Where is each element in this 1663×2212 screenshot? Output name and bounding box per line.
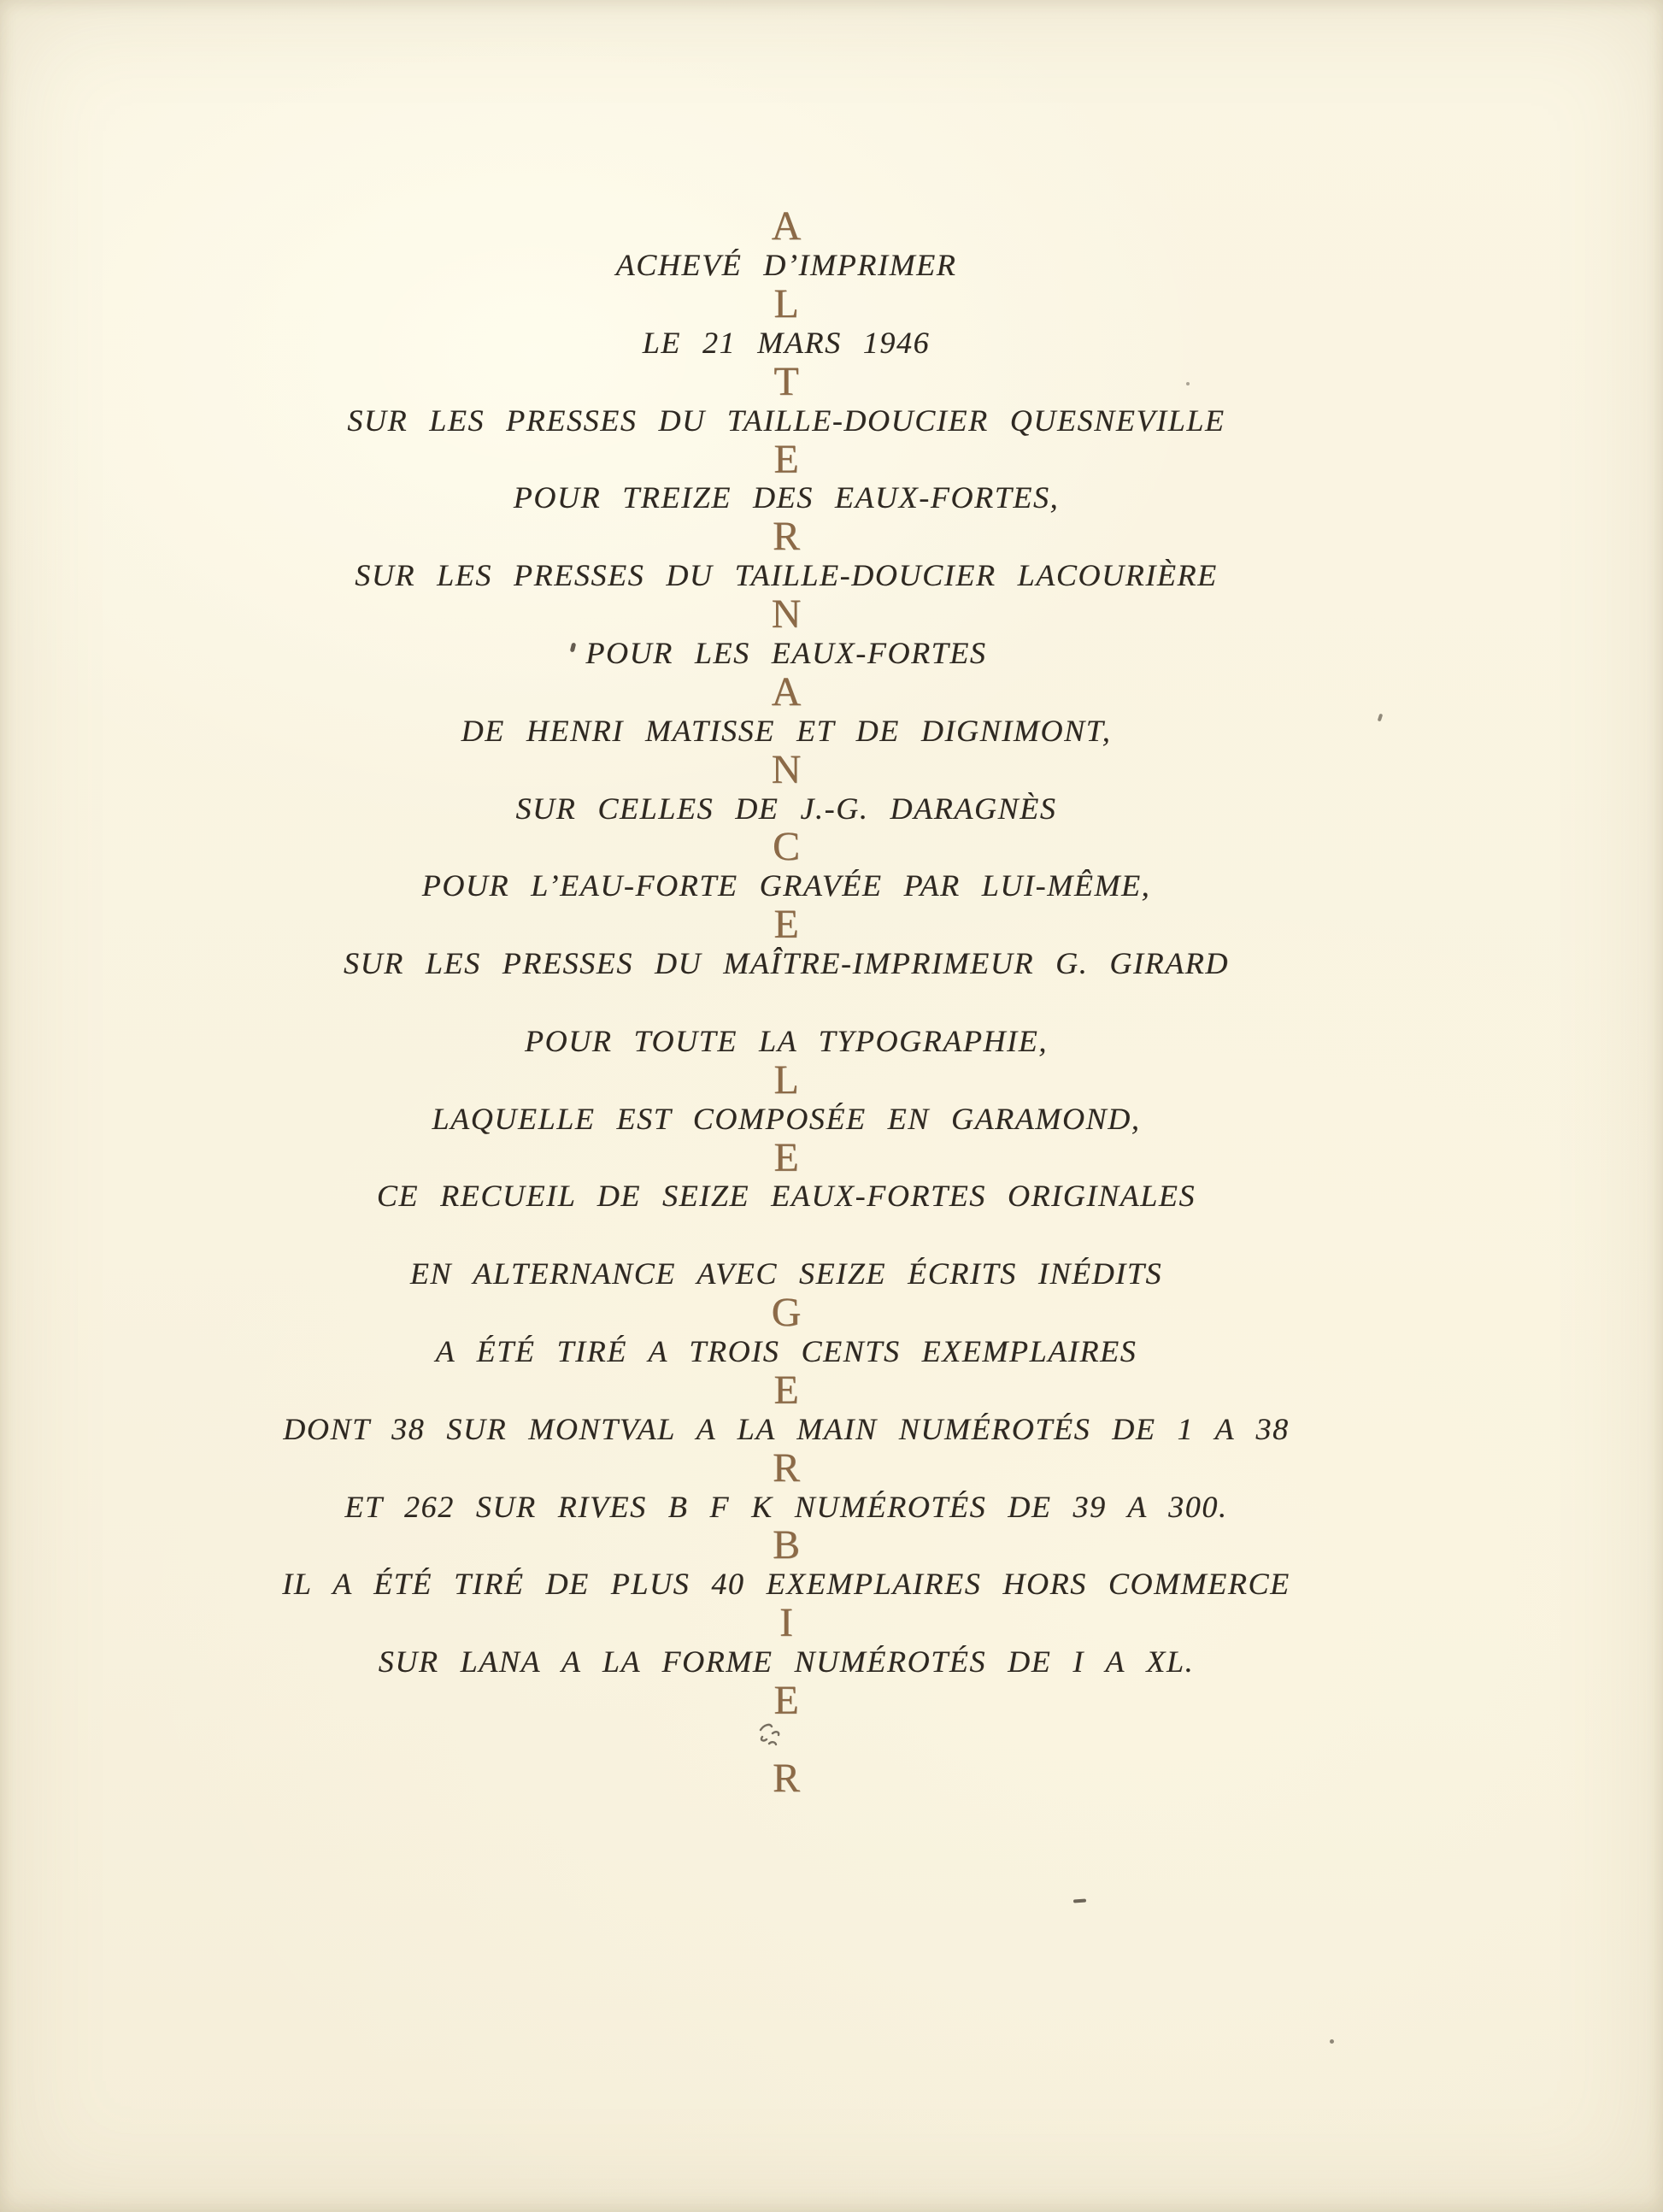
colophon-line xyxy=(0,711,1618,750)
acrostic-letter xyxy=(0,1600,1618,1646)
line-text: N xyxy=(771,746,802,792)
acrostic-letter xyxy=(0,1367,1618,1413)
blank-line xyxy=(0,983,1618,1021)
line-text: I xyxy=(779,1600,793,1646)
line-text: E xyxy=(773,436,799,482)
acrostic-letter xyxy=(0,824,1618,870)
colophon-line xyxy=(0,1565,1618,1603)
acrostic-letter xyxy=(0,902,1618,948)
line-text: N xyxy=(771,591,802,638)
acrostic-letter xyxy=(0,436,1618,482)
blank-line xyxy=(0,1215,1618,1254)
colophon-line xyxy=(0,1332,1618,1370)
line-text: G xyxy=(771,1290,802,1336)
acrostic-letter xyxy=(0,358,1618,404)
line-text: POUR TREIZE DES EAUX-FORTES, xyxy=(513,480,1060,515)
line-text: SUR LES PRESSES DU TAILLE-DOUCIER QUESNEVILLE xyxy=(347,403,1225,438)
colophon-line xyxy=(0,1409,1618,1448)
line-text: LAQUELLE EST COMPOSÉE EN GARAMOND, xyxy=(432,1101,1141,1136)
line-text: LE 21 MARS 1946 xyxy=(642,325,931,360)
colophon-line xyxy=(0,323,1618,362)
line-text: R xyxy=(772,514,800,560)
ink-speck-dot-bottom xyxy=(1330,2039,1334,2044)
blank-line xyxy=(0,1720,1618,1758)
line-text: L xyxy=(773,280,799,327)
acrostic-letter xyxy=(0,1678,1618,1724)
acrostic-letter xyxy=(0,203,1618,250)
colophon-line xyxy=(0,789,1618,827)
colophon-line xyxy=(0,1177,1618,1215)
line-text: POUR TOUTE LA TYPOGRAPHIE, xyxy=(524,1023,1048,1058)
acrostic-letter xyxy=(0,280,1618,327)
line-text: DONT 38 SUR MONTVAL A LA MAIN NUMÉROTÉS DE 1 A 38 xyxy=(283,1411,1290,1446)
acrostic-letter xyxy=(0,1290,1618,1336)
colophon-line xyxy=(0,1021,1618,1060)
line-text: EN ALTERNANCE AVEC SEIZE ÉCRITS INÉDITS xyxy=(409,1256,1163,1291)
line-text: SUR LES PRESSES DU MAÎTRE-IMPRIMEUR G. GIRARD xyxy=(343,946,1230,981)
colophon-line xyxy=(0,633,1618,672)
line-text: C xyxy=(772,824,800,870)
colophon-line xyxy=(0,479,1618,517)
colophon-line xyxy=(0,1642,1618,1680)
acrostic-letter xyxy=(0,514,1618,560)
line-text: IL A ÉTÉ TIRÉ DE PLUS 40 EXEMPLAIRES HORS COMMERCE xyxy=(282,1567,1290,1602)
acrostic-letter xyxy=(0,668,1618,715)
colophon-line xyxy=(0,1099,1618,1138)
line-text: A xyxy=(771,203,802,250)
colophon-line xyxy=(0,867,1618,905)
line-text: E xyxy=(773,1367,799,1413)
line-text: SUR CELLES DE J.-G. DARAGNÈS xyxy=(515,791,1057,826)
line-text: R xyxy=(772,1444,800,1491)
line-text: B xyxy=(772,1522,800,1568)
line-text: L xyxy=(773,1056,799,1103)
colophon-text xyxy=(0,203,1618,1801)
colophon-line xyxy=(0,1487,1618,1526)
colophon-line xyxy=(0,556,1618,595)
line-text: A xyxy=(771,668,802,715)
acrostic-letter xyxy=(0,1522,1618,1568)
acrostic-letter xyxy=(0,746,1618,792)
acrostic-letter xyxy=(0,1755,1618,1801)
line-text: DE HENRI MATISSE ET DE DIGNIMONT, xyxy=(461,713,1112,748)
acrostic-letter xyxy=(0,1134,1618,1180)
colophon-line xyxy=(0,1255,1618,1293)
line-text: E xyxy=(773,1678,799,1724)
line-text: POUR LES EAUX-FORTES xyxy=(585,635,987,670)
line-text: E xyxy=(773,1134,799,1180)
colophon-line xyxy=(0,245,1618,284)
colophon-line xyxy=(0,944,1618,982)
line-text: T xyxy=(773,358,799,404)
line-text: SUR LES PRESSES DU TAILLE-DOUCIER LACOURIÈRE xyxy=(355,558,1218,593)
acrostic-letter xyxy=(0,591,1618,638)
line-text: ACHEVÉ D’IMPRIMER xyxy=(615,248,957,283)
line-text: A ÉTÉ TIRÉ A TROIS CENTS EXEMPLAIRES xyxy=(435,1334,1137,1369)
acrostic-letter xyxy=(0,1444,1618,1491)
ink-speck-dash xyxy=(1073,1898,1086,1903)
line-text: SUR LANA A LA FORME NUMÉROTÉS DE I A XL. xyxy=(378,1644,1195,1680)
line-text: R xyxy=(772,1755,800,1801)
line-text: CE RECUEIL DE SEIZE EAUX-FORTES ORIGINALES xyxy=(376,1179,1196,1214)
colophon-line xyxy=(0,401,1618,439)
line-text: E xyxy=(773,902,799,948)
line-text: ET 262 SUR RIVES B F K NUMÉROTÉS DE 39 A 300. xyxy=(344,1489,1228,1524)
line-text: POUR L’EAU-FORTE GRAVÉE PAR LUI-MÊME, xyxy=(421,868,1151,903)
acrostic-letter xyxy=(0,1056,1618,1103)
